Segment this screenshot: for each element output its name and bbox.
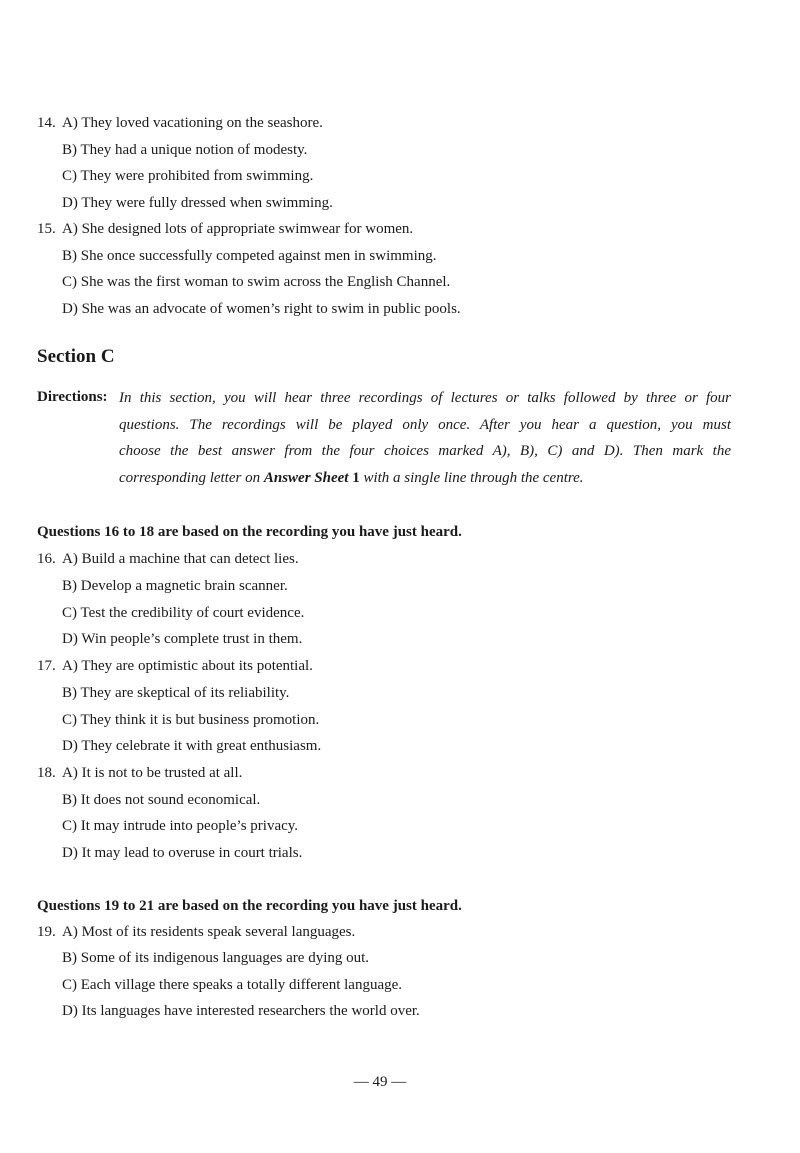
- question-number: 17.: [37, 658, 56, 674]
- option-c: C) Test the credibility of court evidence.: [62, 605, 305, 621]
- option-b: B) Some of its indigenous languages are dying out.: [62, 950, 370, 966]
- directions-line: choose the best answer from the four choices marked A), B), C) and D). Then mark the: [119, 443, 731, 460]
- group-heading: Questions 16 to 18 are based on the recording you have just heard.: [37, 524, 462, 540]
- directions-text: [119, 385, 731, 492]
- option-d: D) It may lead to overuse in court trials.: [62, 845, 303, 861]
- option-c: C) They were prohibited from swimming.: [62, 168, 314, 184]
- option-a: A) She designed lots of appropriate swimwear for women.: [62, 221, 414, 237]
- option-a: A) They loved vacationing on the seashore.: [62, 115, 323, 131]
- question-number: 15.: [37, 221, 56, 237]
- option-b: B) It does not sound economical.: [62, 792, 261, 808]
- directions-label: Directions:: [37, 389, 108, 405]
- directions-line: In this section, you will hear three recordings of lectures or talks followed by three or four: [119, 390, 731, 406]
- option-c: C) They think it is but business promotion.: [62, 712, 320, 728]
- option-d: D) They celebrate it with great enthusiasm.: [62, 738, 322, 754]
- question-number: 14.: [37, 115, 56, 131]
- option-b: B) Develop a magnetic brain scanner.: [62, 578, 288, 594]
- option-a: A) It is not to be trusted at all.: [62, 765, 243, 781]
- option-b: B) They had a unique notion of modesty.: [62, 142, 308, 158]
- directions-line-last: corresponding letter on Answer Sheet 1 with a single line through the centre.: [119, 470, 584, 487]
- option-a: A) They are optimistic about its potential.: [62, 658, 313, 674]
- option-c: C) Each village there speaks a totally different language.: [62, 977, 403, 993]
- option-d: D) Its languages have interested researchers the world over.: [62, 1003, 420, 1019]
- page-number: — 49 —: [353, 1074, 407, 1090]
- directions-line: questions. The recordings will be played only once. After you hear a question, you must: [119, 416, 731, 433]
- option-b: B) She once successfully competed against men in swimming.: [62, 248, 437, 264]
- question-number: 18.: [37, 765, 56, 781]
- option-c: C) It may intrude into people’s privacy.: [62, 818, 299, 834]
- question-number: 16.: [37, 551, 56, 567]
- option-a: A) Build a machine that can detect lies.: [62, 551, 299, 567]
- option-c: C) She was the first woman to swim across the English Channel.: [62, 274, 451, 290]
- option-b: B) They are skeptical of its reliability.: [62, 685, 290, 701]
- option-d: D) They were fully dressed when swimming.: [62, 195, 333, 211]
- option-d: D) She was an advocate of women’s right to swim in public pools.: [62, 301, 461, 317]
- group-heading: Questions 19 to 21 are based on the recording you have just heard.: [37, 898, 462, 914]
- option-d: D) Win people’s complete trust in them.: [62, 631, 303, 647]
- question-number: 19.: [37, 924, 56, 940]
- option-a: A) Most of its residents speak several languages.: [62, 924, 356, 940]
- answer-sheet-ref: Answer Sheet: [263, 470, 349, 487]
- section-title: Section C: [37, 346, 115, 367]
